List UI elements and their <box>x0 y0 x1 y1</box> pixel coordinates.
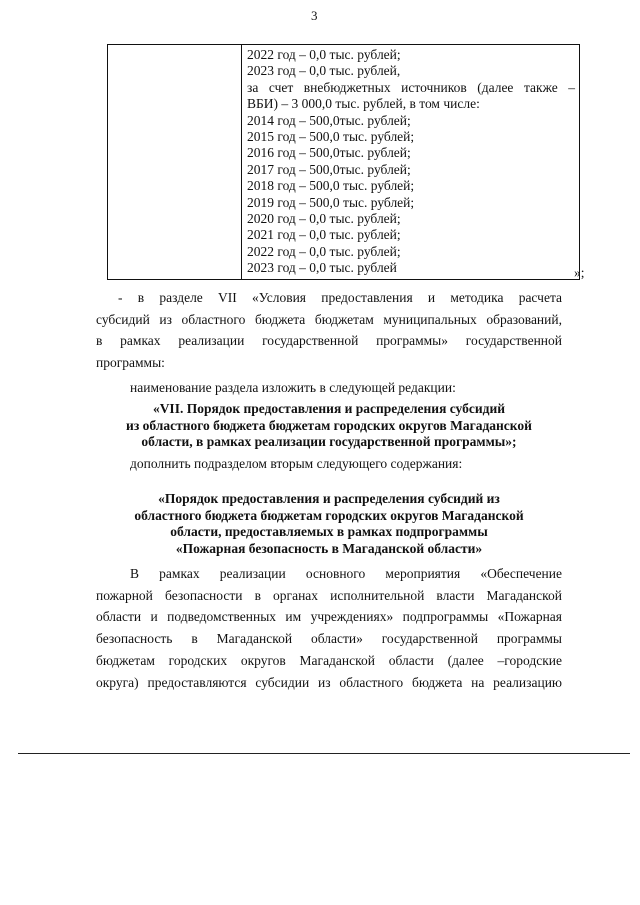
paragraph-line: пожарной безопасности в органах исполнительной власти Магаданской <box>96 587 562 603</box>
paragraph-line: В рамках реализации основного мероприятия «Обеспечение <box>130 566 562 581</box>
subsection-heading <box>96 491 562 557</box>
funding-line: 2023 год – 0,0 тыс. рублей <box>247 260 397 276</box>
paragraph-line: программы: <box>96 355 165 371</box>
heading-line: «Пожарная безопасность в Магаданской области» <box>175 540 483 556</box>
table-funding-cell <box>242 45 580 280</box>
body-paragraph <box>96 563 562 693</box>
page-number: 3 <box>311 8 318 23</box>
paragraph-line: в рамках реализации государственной программы» государственной <box>96 333 562 349</box>
amendment-paragraph-3: дополнить подразделом вторым следующего содержания: <box>130 456 463 471</box>
heading-line: «Порядок предоставления и распределения субсидий из <box>158 491 500 506</box>
funding-line: 2018 год – 500,0 тыс. рублей; <box>247 178 415 194</box>
heading-line: областного бюджета бюджетам городских округов Магаданской <box>134 507 524 523</box>
amendment-paragraph-1 <box>96 287 562 374</box>
table-label-cell <box>108 45 242 280</box>
funding-line: 2019 год – 500,0 тыс. рублей; <box>247 194 415 210</box>
funding-line: 2023 год – 0,0 тыс. рублей, <box>247 63 401 79</box>
paragraph-line: безопасность в Магаданской области» государственной программы <box>96 631 562 647</box>
funding-line: 2017 год – 500,0тыс. рублей; <box>247 161 411 177</box>
section-heading <box>96 401 562 451</box>
funding-line: 2020 год – 0,0 тыс. рублей; <box>247 211 401 227</box>
funding-line: 2016 год – 500,0тыс. рублей; <box>247 145 411 161</box>
heading-line: области, предоставляемых в рамках подпрограммы <box>170 524 488 539</box>
paragraph-line: субсидий из областного бюджета бюджетам муниципальных образований, <box>96 311 562 327</box>
page-divider <box>18 753 630 754</box>
funding-line: 2014 год – 500,0тыс. рублей; <box>247 112 411 128</box>
funding-line: 2021 год – 0,0 тыс. рублей; <box>247 227 401 243</box>
funding-line: ВБИ) – 3 000,0 тыс. рублей, в том числе: <box>247 96 480 112</box>
paragraph-line: области и подведомственных им учреждениях» подпрограммы «Пожарная <box>96 609 562 625</box>
heading-line: области, в рамках реализации государственной программы»; <box>141 434 517 449</box>
funding-line: 2015 год – 500,0 тыс. рублей; <box>247 129 415 145</box>
paragraph-line: бюджетам городских округов Магаданской области (далее –городские <box>96 652 562 668</box>
funding-line: 2022 год – 0,0 тыс. рублей; <box>247 47 401 62</box>
funding-table <box>107 44 580 280</box>
paragraph-line: округа) предоставляются субсидии из областного бюджета на реализацию <box>96 674 562 690</box>
funding-line: за счет внебюджетных источников (далее также – <box>247 79 575 95</box>
heading-line: «VII. Порядок предоставления и распределения субсидий <box>152 401 506 416</box>
closing-quote: »; <box>574 265 585 280</box>
amendment-paragraph-2: наименование раздела изложить в следующей редакции: <box>130 380 456 395</box>
heading-line: из областного бюджета бюджетам городских округов Магаданской <box>126 417 532 433</box>
funding-line: 2022 год – 0,0 тыс. рублей; <box>247 243 401 259</box>
paragraph-line: - в разделе VII «Условия предоставления и методика расчета <box>118 290 562 305</box>
